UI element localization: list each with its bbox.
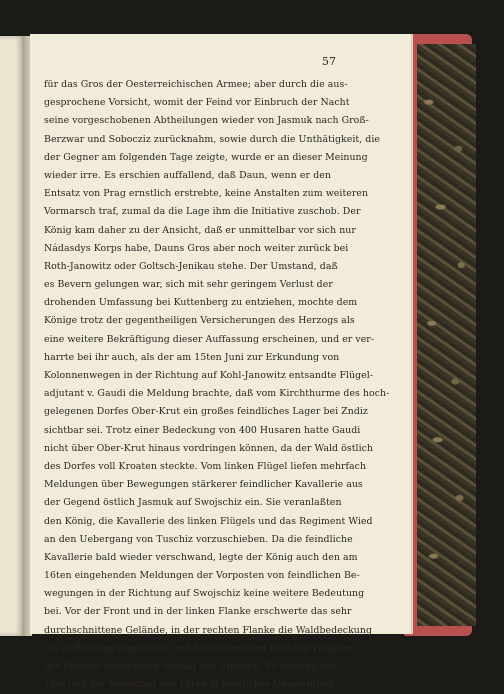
text-line: 15te und der Vormittag des 16ten in peinlicher Ungewißheit. <box>44 679 338 691</box>
text-line: 16ten eingehenden Meldungen der Vorposten von feindlichen Be- <box>44 570 360 582</box>
text-line: für das Gros der Oesterreichischen Armee; aber durch die aus- <box>44 79 348 90</box>
text-line: Nádasdys Korps habe, Dauns Gros aber noch weiter zurück bei <box>44 242 349 254</box>
text-line: der Gegner am folgenden Tage zeigte, wurde er an dieser Meinung <box>44 151 368 163</box>
text-line: Könige trotz der gegentheiligen Versicherungen des Herzogs als <box>44 315 355 327</box>
text-line: Vormarsch traf, zumal da die Lage ihm die Initiative zuschob. Der <box>44 206 361 218</box>
text-line: wieder irre. Es erschien auffallend, daß Daun, wenn er den <box>44 169 331 181</box>
text-line: durchschnittene Gelände, in der rechten Flanke die Waldbedeckung <box>44 624 373 636</box>
marbled-endpaper <box>417 44 476 626</box>
text-line: die Aufklärung ungemein, und die zahlreichen leichten Truppen <box>44 642 353 654</box>
text-line: sichtbar sei. Trotz einer Bedeckung von 400 Husaren hatte Gaudi <box>44 424 361 436</box>
text-line: gesprochene Vorsicht, womit der Feind vor Einbruch der Nacht <box>44 97 350 109</box>
text-line: seine vorgeschobenen Abtheilungen wieder von Jasmuk nach Groß- <box>44 115 369 127</box>
text-line: der Gegend östlich Jasmuk auf Swojschiz ein. Sie veranlaßten <box>44 497 342 509</box>
text-line: Kavallerie bald wieder verschwand, legte der König auch den am <box>44 551 358 563</box>
text-line: Entsatz von Prag ernstlich erstrebte, keine Anstalten zum weiteren <box>44 188 369 200</box>
body-text <box>44 76 390 694</box>
text-line: adjutant v. Gaudi die Meldung brachte, daß vom Kirchthurme des hoch- <box>44 388 390 400</box>
text-line: drohenden Umfassung bei Kuttenberg zu entziehen, mochte dem <box>44 297 358 309</box>
text-line: gelegenen Dorfes Ober-Krut ein großes feindliches Lager bei Zndiz <box>44 406 368 418</box>
text-line: Berzwar und Sobocziz zurücknahm, sowie durch die Unthätigkeit, die <box>44 133 380 145</box>
text-line: Roth-Janowitz oder Goltsch-Jenikau stehe. Der Umstand, daß <box>44 260 338 272</box>
text-line: eine weitere Bekräftigung dieser Auffassung erscheinen, und er ver- <box>44 333 375 345</box>
text-line: harrte bei ihr auch, als der am 15ten Juni zur Erkundung von <box>44 351 340 363</box>
text-line: Meldungen über Bewegungen stärkerer feindlicher Kavallerie aus <box>44 479 363 491</box>
text-line: den König, die Kavallerie des linken Flügels und das Regiment Wied <box>44 515 373 527</box>
text-line: König kam daher zu der Ansicht, daß er unmittelbar vor sich nur <box>44 224 356 236</box>
text-line: nicht über Ober-Krut hinaus vordringen können, da der Wald östlich <box>44 442 374 454</box>
text-line: bei. Vor der Front und in der linken Flanke erschwerte das sehr <box>44 606 352 618</box>
text-line: Kolonnenwegen in der Richtung auf Kohl-Janowitz entsandte Flügel- <box>44 370 374 381</box>
text-line: des Dorfes voll Kroaten steckte. Vom linken Flügel liefen mehrfach <box>44 460 367 472</box>
text-line: des Feindes verwehrten überall den Einblick. So verging der <box>44 661 337 672</box>
text-line: es Bevern gelungen war, sich mit sehr geringem Verlust der <box>44 279 333 291</box>
facing-page-edge <box>0 36 24 636</box>
text-line: wegungen in der Richtung auf Swojschiz keine weitere Bedeutung <box>44 588 365 600</box>
page-number: 57 <box>322 55 336 68</box>
text-line: an den Uebergang von Tuschiz vorzuschieben. Da die feindliche <box>44 533 353 545</box>
